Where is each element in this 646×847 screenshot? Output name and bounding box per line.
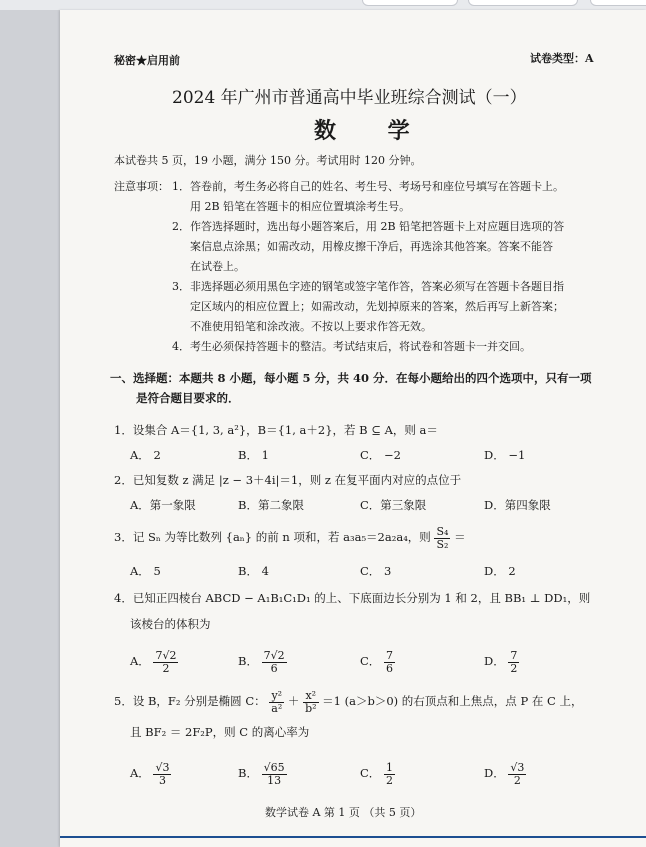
q4-option-b [238, 644, 287, 678]
fraction-num: 7 [510, 648, 518, 662]
note-line: 定区域内的相应位置上；如需改动，先划掉原来的答案，然后再写上新答案； [190, 300, 564, 313]
subject-title: 数 学 [314, 118, 432, 144]
q3-option-d: D． 2 [484, 564, 516, 578]
q4-option-a [130, 644, 178, 678]
q3-option-a: A． 5 [130, 564, 161, 578]
q5-option-b [238, 756, 287, 790]
q5-fraction-x [303, 690, 318, 715]
question-3-stem: 3．记 Sₙ 为等比数列 {aₙ} 的前 n 项和，若 a₃a₅＝2a₂a₄，则 [114, 530, 431, 544]
note-line: 3．非选择题必须用黑色字迹的钢笔或签字笔作答，答案必须写在答题卡各题目指 [172, 280, 564, 293]
note-line: 1．答卷前，考生务必将自己的姓名、考生号、考场号和座位号填写在答题卡上。 [172, 180, 564, 193]
q3-option-b: B． 4 [238, 564, 269, 578]
fraction-den: 6 [385, 661, 393, 675]
question-4: 4．已知正四棱台 ABCD − A₁B₁C₁D₁ 的上、下底面边长分别为 1 和 2，且 BB₁ ⊥ DD₁，则 [114, 591, 591, 605]
q1-option-a: A． 2 [130, 448, 161, 462]
q1-option-d: D． −1 [484, 448, 526, 462]
q5-stem-a: 5．设 B，F₂ 分别是椭圆 C： [114, 694, 266, 708]
q2-option-a: A．第一象限 [130, 498, 196, 512]
option-fraction [384, 762, 395, 787]
notes-label: 注意事项： [114, 180, 169, 193]
fraction-den: 3 [158, 773, 166, 787]
fraction-num: √65 [263, 760, 285, 774]
viewer-bottom-edge [60, 836, 646, 838]
question-5 [114, 686, 582, 716]
q2-option-d: D．第四象限 [484, 498, 551, 512]
fraction-num: √3 [155, 760, 170, 774]
option-fraction [508, 762, 526, 787]
fraction-den: 6 [270, 661, 278, 675]
option-label: A． [130, 766, 150, 780]
question-3 [114, 522, 466, 552]
question-5-cont: 且 BF₂ ＝ 2F₂P，则 C 的离心率为 [130, 725, 310, 739]
q3-fraction-den: S₂ [436, 537, 449, 551]
fraction-num: 1 [385, 760, 393, 774]
q3-fraction [434, 526, 450, 551]
q3-option-c: C． 3 [360, 564, 392, 578]
fraction-num: √3 [510, 760, 525, 774]
option-fraction [262, 762, 287, 787]
q2-option-b: B．第二象限 [238, 498, 304, 512]
option-fraction [262, 650, 287, 675]
fraction-den: 2 [162, 661, 170, 675]
q5-stem-b: ＝1 (a＞b＞0) 的右顶点和上焦点，点 P 在 C 上， [322, 694, 583, 708]
paper-type: 试卷类型：A [530, 52, 594, 65]
q4-option-c [360, 644, 395, 678]
q3-tail: ＝ [454, 530, 466, 544]
option-label: D． [484, 766, 505, 780]
section-heading-cont: 是符合题目要求的． [136, 391, 240, 405]
note-line: 用 2B 铅笔在答题卡的相应位置填涂考生号。 [190, 200, 411, 213]
fraction-num: y² [269, 690, 284, 703]
question-2: 2．已知复数 z 满足 |z − 3＋4i|＝1，则 z 在复平面内对应的点位于 [114, 473, 462, 487]
toolbar-button[interactable] [590, 0, 646, 6]
fraction-den: 2 [513, 773, 521, 787]
page-title: 2024 年广州市普通高中毕业班综合测试（一） [172, 88, 527, 108]
option-label: D． [484, 654, 505, 668]
q5-option-a [130, 756, 171, 790]
option-fraction [384, 650, 395, 675]
viewer-sidebar [0, 10, 60, 847]
fraction-den: b² [305, 701, 317, 715]
intro-text: 本试卷共 5 页，19 小题，满分 150 分。考试用时 120 分钟。 [114, 154, 422, 167]
fraction-den: 2 [385, 773, 393, 787]
option-label: B． [238, 766, 258, 780]
q1-option-b: B． 1 [238, 448, 269, 462]
fraction-num: x² [303, 690, 318, 703]
option-label: A． [130, 654, 150, 668]
q5-plus: ＋ [287, 694, 300, 708]
option-fraction [508, 650, 519, 675]
option-label: C． [360, 654, 381, 668]
q5-option-c [360, 756, 395, 790]
note-line: 4．考生必须保持答题卡的整洁。考试结束后，将试卷和答题卡一并交回。 [172, 340, 531, 353]
q5-fraction-y [269, 690, 284, 715]
page-footer: 数学试卷 A 第 1 页 （共 5 页） [265, 806, 422, 819]
toolbar-button[interactable] [362, 0, 458, 6]
q2-option-c: C．第三象限 [360, 498, 427, 512]
q1-option-c: C． −2 [360, 448, 401, 462]
fraction-num: 7 [385, 648, 393, 662]
fraction-den: a² [271, 701, 283, 715]
fraction-num: 7√2 [263, 648, 285, 662]
note-line: 在试卷上。 [190, 260, 245, 273]
confidential-label: 秘密★启用前 [114, 54, 180, 67]
option-label: C． [360, 766, 381, 780]
option-fraction [153, 650, 178, 675]
option-label: B． [238, 654, 258, 668]
question-1: 1．设集合 A＝{1, 3, a²}，B＝{1, a＋2}，若 B ⊆ A，则 a＝ [114, 423, 438, 437]
exam-page [60, 10, 646, 847]
option-fraction [153, 762, 171, 787]
fraction-den: 2 [510, 661, 518, 675]
fraction-den: 13 [267, 773, 282, 787]
q3-fraction-num: S₄ [436, 524, 449, 538]
q4-option-d [484, 644, 519, 678]
question-4-cont: 该棱台的体积为 [130, 617, 211, 631]
q5-option-d [484, 756, 526, 790]
note-line: 案信息点涂黑；如需改动，用橡皮擦干净后，再选涂其他答案。答案不能答 [190, 240, 553, 253]
browser-toolbar [0, 0, 646, 10]
toolbar-button[interactable] [468, 0, 578, 6]
note-line: 不准使用铅笔和涂改液。不按以上要求作答无效。 [190, 320, 432, 333]
section-heading: 一、选择题：本题共 8 小题，每小题 5 分，共 40 分．在每小题给出的四个选项中，只有一项 [110, 371, 592, 385]
note-line: 2．作答选择题时，选出每小题答案后，用 2B 铅笔把答题卡上对应题目选项的答 [172, 220, 565, 233]
fraction-num: 7√2 [155, 648, 177, 662]
